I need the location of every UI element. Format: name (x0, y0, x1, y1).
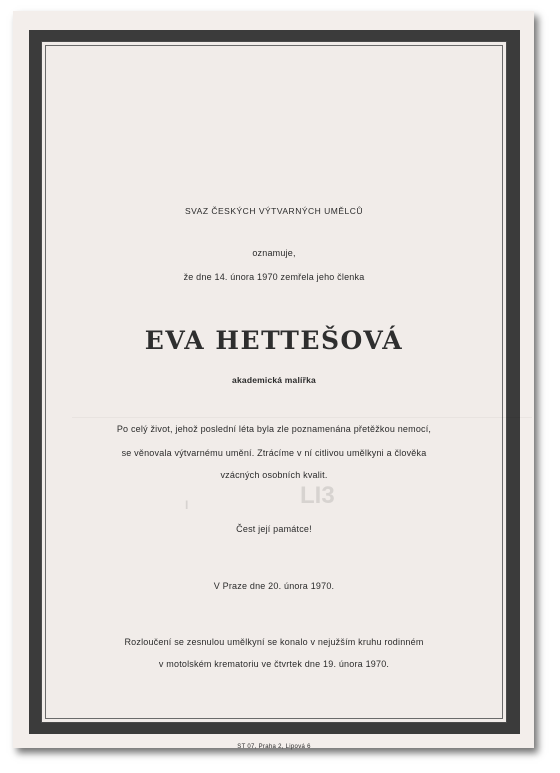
notice-sheet (13, 11, 534, 748)
organization-name: SVAZ ČESKÝCH VÝTVARNÝCH UMĚLCŮ (184, 206, 364, 216)
farewell-line: v motolském krematoriu ve čtvrtek dne 19. února 1970. (158, 659, 390, 669)
deceased-name: EVA HETTEŠOVÁ (144, 326, 404, 355)
profession-line: akademická malířka (232, 375, 316, 385)
paper-fold (72, 417, 532, 418)
ink-bleed-mark: LI3 (300, 482, 335, 509)
death-date-line: že dne 14. února 1970 zemřela jeho členka (183, 272, 365, 282)
tribute-line: Po celý život, jehož poslední léta byla zle poznamenána přetěžkou nemocí, (116, 424, 432, 434)
farewell-line: Rozloučení se zesnulou umělkyní se konalo v nejužším kruhu rodinném (124, 637, 424, 647)
announces-text: oznamuje, (252, 248, 296, 258)
place-date-line: V Praze dne 20. února 1970. (213, 581, 335, 591)
honor-line: Čest její památce! (236, 524, 312, 534)
tribute-line: se věnovala výtvarnému umění. Ztrácíme v ní citlivou umělkyni a člověka (121, 448, 427, 458)
inner-panel (41, 41, 507, 750)
tribute-line: vzácných osobních kvalit. (220, 470, 328, 480)
ink-bleed-mark: I (185, 498, 189, 512)
printer-footer: ST 07, Praha 2, Lipová 6 (237, 744, 311, 750)
